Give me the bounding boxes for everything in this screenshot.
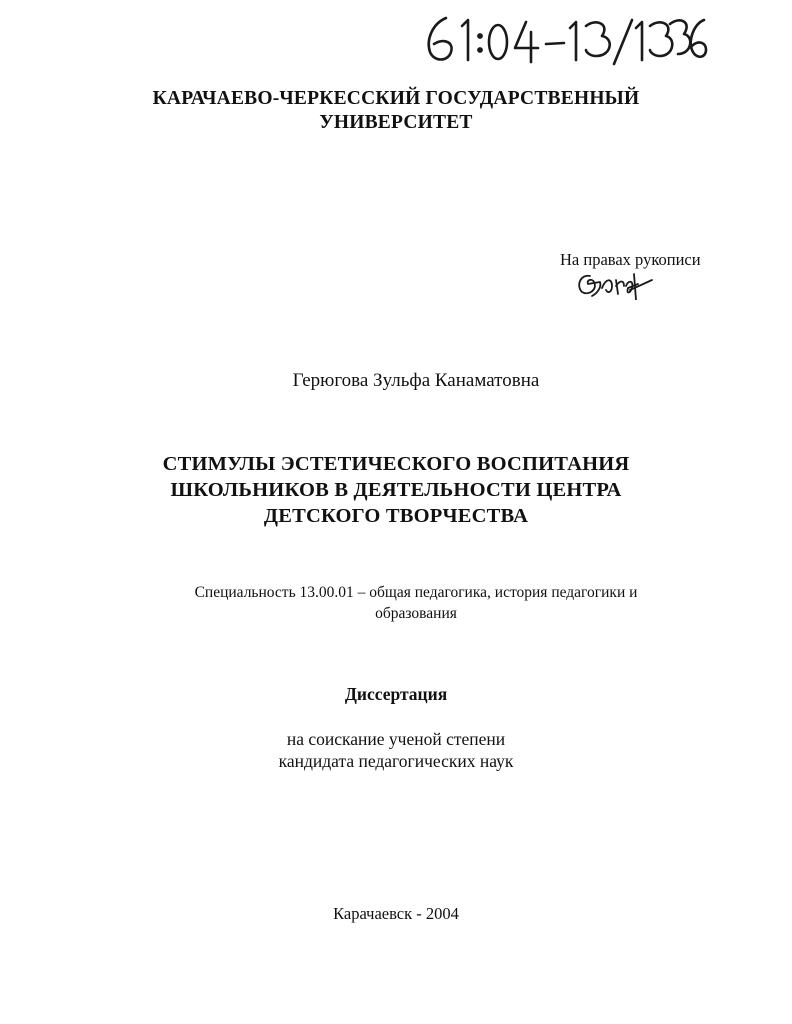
specialty-line-2: образования <box>375 605 457 622</box>
document-type: Диссертация <box>344 684 448 704</box>
degree-line-1: на соискание ученой степени <box>286 729 506 749</box>
author-signature <box>572 266 654 300</box>
city-and-year: Карачаевск - 2004 <box>333 904 459 923</box>
dissertation-title-line-3: ДЕТСКОГО ТВОРЧЕСТВА <box>263 505 529 527</box>
dissertation-title-line-1: СТИМУЛЫ ЭСТЕТИЧЕСКОГО ВОСПИТАНИЯ <box>162 453 630 475</box>
handwritten-catalog-number <box>418 10 708 68</box>
degree-line-2: кандидата педагогических наук <box>278 751 514 771</box>
rights-note: На правах рукописи <box>560 250 701 269</box>
specialty-line-1: Специальность 13.00.01 – общая педагогика, история педагогики и <box>194 584 638 601</box>
university-name-line-2: УНИВЕРСИТЕТ <box>319 112 473 133</box>
dissertation-title-line-2: ШКОЛЬНИКОВ В ДЕЯТЕЛЬНОСТИ ЦЕНТРА <box>170 479 622 501</box>
university-name-line-1: КАРАЧАЕВО-ЧЕРКЕССКИЙ ГОСУДАРСТВЕННЫЙ <box>152 88 640 109</box>
author-name: Герюгова Зульфа Канаматовна <box>292 370 540 391</box>
